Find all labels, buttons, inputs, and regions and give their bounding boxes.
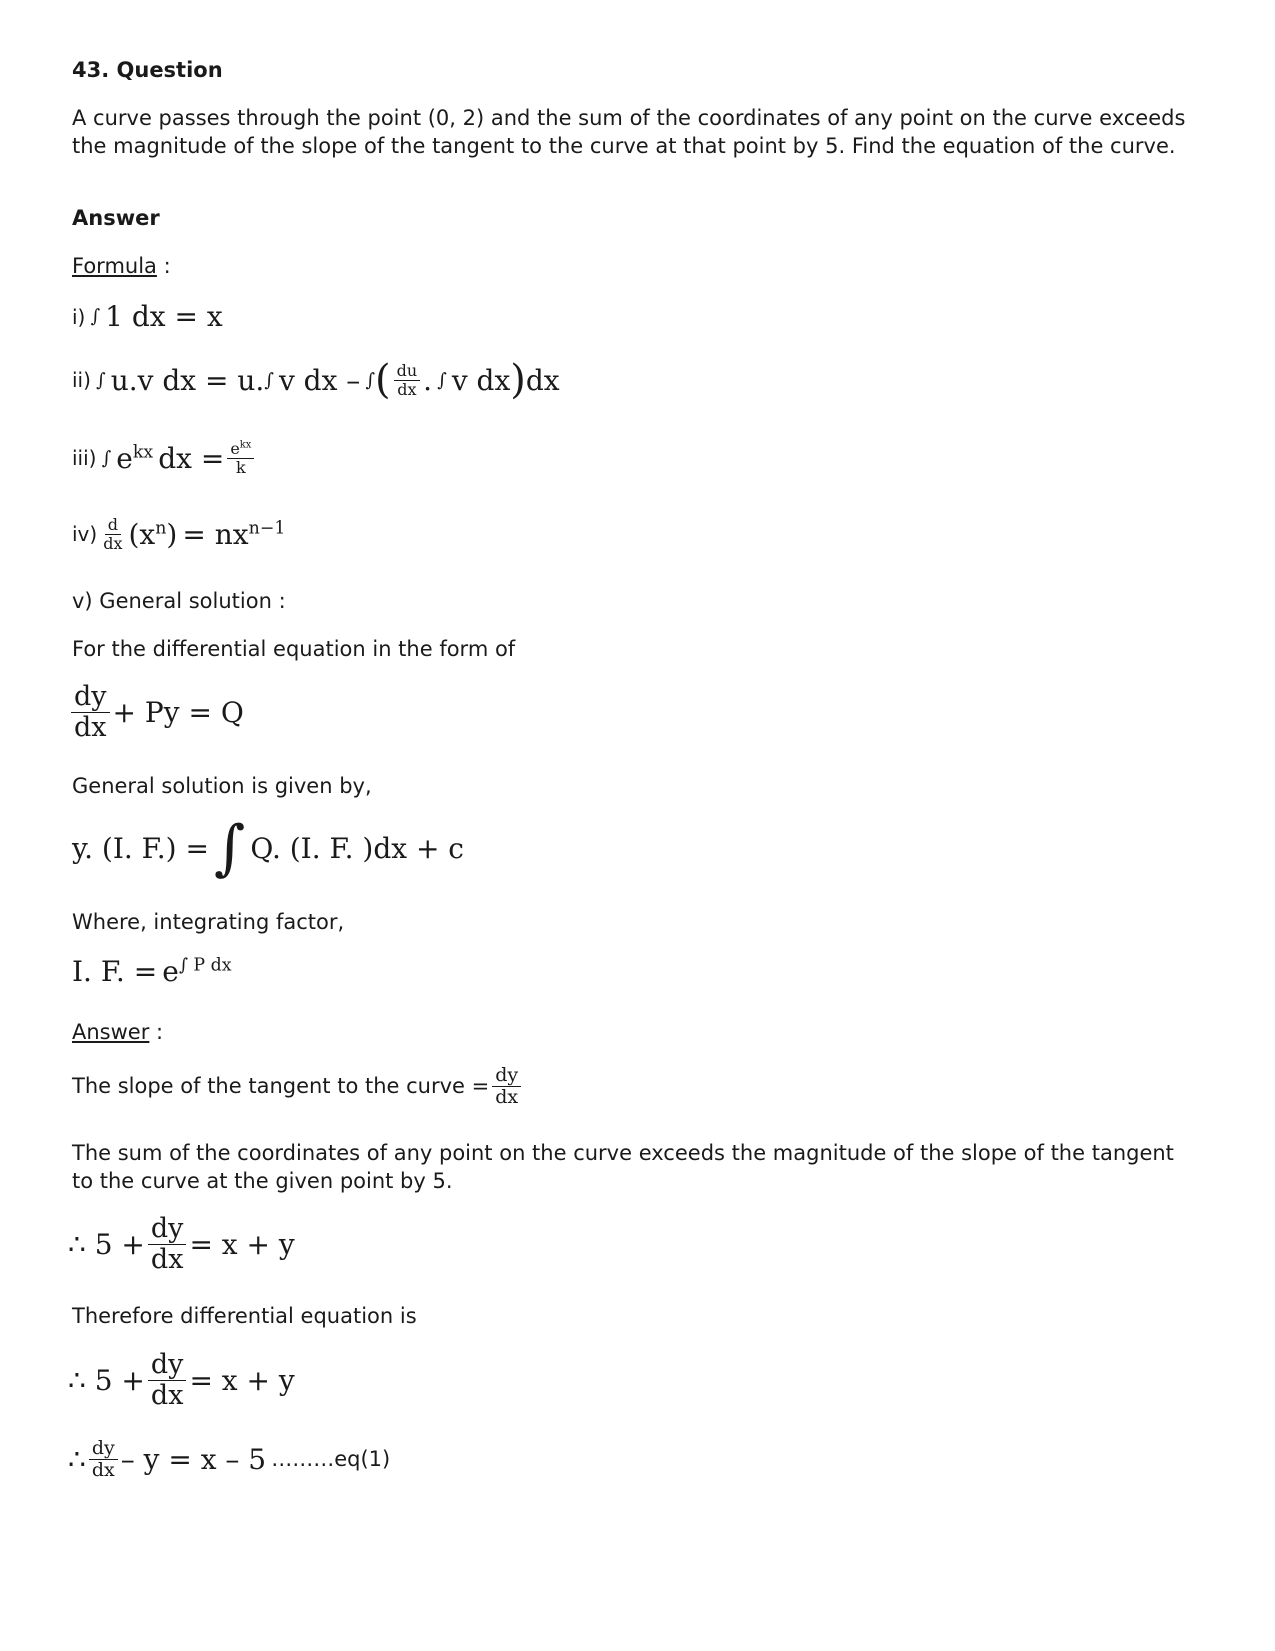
- formula-2-part-a: u.v dx = u.: [110, 363, 265, 397]
- general-solution-equation: [72, 813, 464, 883]
- base-e: e: [116, 441, 133, 475]
- fraction-numerator: [227, 440, 254, 459]
- integrating-factor-equation: [72, 955, 232, 988]
- fraction-denominator: dx: [91, 1458, 115, 1481]
- dot: .: [423, 363, 433, 397]
- integral-symbol: ∫: [365, 369, 375, 391]
- fraction-numerator: dy: [89, 1438, 118, 1460]
- integral-symbol: ∫: [96, 369, 106, 391]
- equation-tag: ………eq(1): [271, 1447, 391, 1472]
- integral-symbol: ∫: [264, 369, 274, 391]
- fraction-denominator: dx: [495, 1085, 519, 1108]
- formula-2-part-d: dx: [525, 363, 560, 397]
- right-paren: ): [510, 357, 526, 403]
- fraction-numerator: dy: [71, 682, 110, 713]
- answer-colon: :: [156, 1020, 164, 1044]
- fraction-numerator: dy: [148, 1214, 187, 1245]
- formula-1-body: 1 dx = x: [105, 300, 223, 333]
- de-form-equation: [68, 682, 244, 742]
- nx: = nx: [182, 517, 249, 551]
- fraction-denominator: dx: [150, 1379, 184, 1411]
- du-dx-fraction: [394, 362, 421, 398]
- dy-dx-fraction: [148, 1214, 187, 1274]
- exponent: n−1: [248, 518, 286, 539]
- answer-heading: Answer: [72, 206, 160, 230]
- equation-a: [68, 1214, 295, 1274]
- formula-4-rhs: [182, 518, 285, 551]
- gs-lhs: y. (I. F.) =: [72, 831, 209, 865]
- question-heading: 43. Question: [72, 58, 223, 82]
- x-close: ): [166, 517, 178, 551]
- formula-2-label: ii): [72, 368, 91, 392]
- formula-2-part-c: v dx: [451, 363, 511, 397]
- equation-c: [68, 1438, 390, 1481]
- formula-label-row: [72, 252, 171, 280]
- fraction-denominator: dx: [150, 1243, 184, 1275]
- x-open: (x: [128, 517, 156, 551]
- formula-2-part-b: v dx –: [278, 363, 361, 397]
- if-rhs: [162, 955, 231, 988]
- form-of-text: For the differential equation in the form of: [72, 637, 516, 661]
- answer-label: Answer: [72, 1020, 150, 1044]
- fraction-denominator: k: [236, 457, 246, 477]
- gs-rhs: Q. (I. F. )dx + c: [250, 831, 464, 865]
- left-paren: (: [374, 357, 391, 403]
- fraction-numerator: d: [105, 516, 121, 535]
- answer-label-row: [72, 1018, 163, 1046]
- question-text: A curve passes through the point (0, 2) and the sum of the coordinates of any point on the curve exceeds the magnitude of the slope of the tangent to the curve at that point by 5. Find the equation of the curve.: [72, 106, 1186, 158]
- dy-dx-fraction: [89, 1438, 118, 1481]
- formula-3-dx: dx =: [158, 441, 225, 475]
- integral-symbol: ∫: [101, 447, 112, 469]
- integral-symbol: ∫: [214, 813, 246, 883]
- formula-3-label: iii): [72, 446, 97, 471]
- eq-c-pre: ∴: [68, 1442, 86, 1476]
- sum-text: The sum of the coordinates of any point on the curve exceeds the magnitude of the slope of the tangent to the curve at the given point by 5.: [72, 1141, 1174, 1193]
- dy-dx-fraction: [148, 1350, 187, 1410]
- exponent: kx: [132, 442, 154, 463]
- fraction-denominator: dx: [397, 379, 417, 399]
- base-e: e: [162, 955, 179, 988]
- formula-1-label: i): [72, 304, 86, 329]
- eq-a-post: = x + y: [189, 1227, 295, 1261]
- e-kx: [116, 442, 153, 475]
- formula-3: [72, 440, 257, 476]
- integrating-factor-text: Where, integrating factor,: [72, 910, 345, 934]
- exponent: n: [155, 518, 167, 539]
- integral-symbol: ∫: [90, 306, 101, 327]
- fraction-denominator: dx: [74, 711, 107, 743]
- if-lhs: I. F. =: [72, 955, 158, 988]
- general-given-text: General solution is given by,: [72, 774, 372, 798]
- fraction-numerator: dy: [148, 1350, 187, 1381]
- formula-4-label: iv): [72, 522, 98, 547]
- eq-b-pre: ∴ 5 +: [68, 1363, 145, 1397]
- general-solution-label: v) General solution :: [72, 589, 286, 613]
- base-e: e: [230, 439, 240, 458]
- d-dx-fraction: [100, 516, 125, 552]
- slope-text: The slope of the tangent to the curve =: [72, 1074, 490, 1099]
- formula-4: [72, 516, 285, 552]
- exponent: kx: [239, 439, 252, 451]
- formula-colon: :: [163, 254, 171, 278]
- fraction-denominator: dx: [103, 533, 123, 553]
- eq-a-pre: ∴ 5 +: [68, 1227, 145, 1261]
- fraction-numerator: dy: [492, 1065, 521, 1087]
- formula-label: Formula: [72, 254, 157, 278]
- integral-symbol: ∫: [437, 369, 447, 391]
- fraction-numerator: du: [394, 362, 421, 381]
- slope-row: [72, 1065, 524, 1108]
- eq-c-post: – y = x – 5: [120, 1442, 267, 1476]
- eq-b-post: = x + y: [189, 1363, 295, 1397]
- dy-dx-fraction: [71, 682, 110, 742]
- therefore-text: Therefore differential equation is: [72, 1304, 417, 1328]
- equation-b: [68, 1350, 295, 1410]
- exponent: ∫ P dx: [178, 955, 232, 976]
- ekx-over-k-fraction: [227, 440, 254, 476]
- de-form-rest: + Py = Q: [112, 695, 244, 729]
- dy-dx-fraction: [492, 1065, 521, 1108]
- x-power-n: [128, 518, 177, 551]
- formula-1: [72, 300, 223, 333]
- formula-2: [72, 357, 560, 403]
